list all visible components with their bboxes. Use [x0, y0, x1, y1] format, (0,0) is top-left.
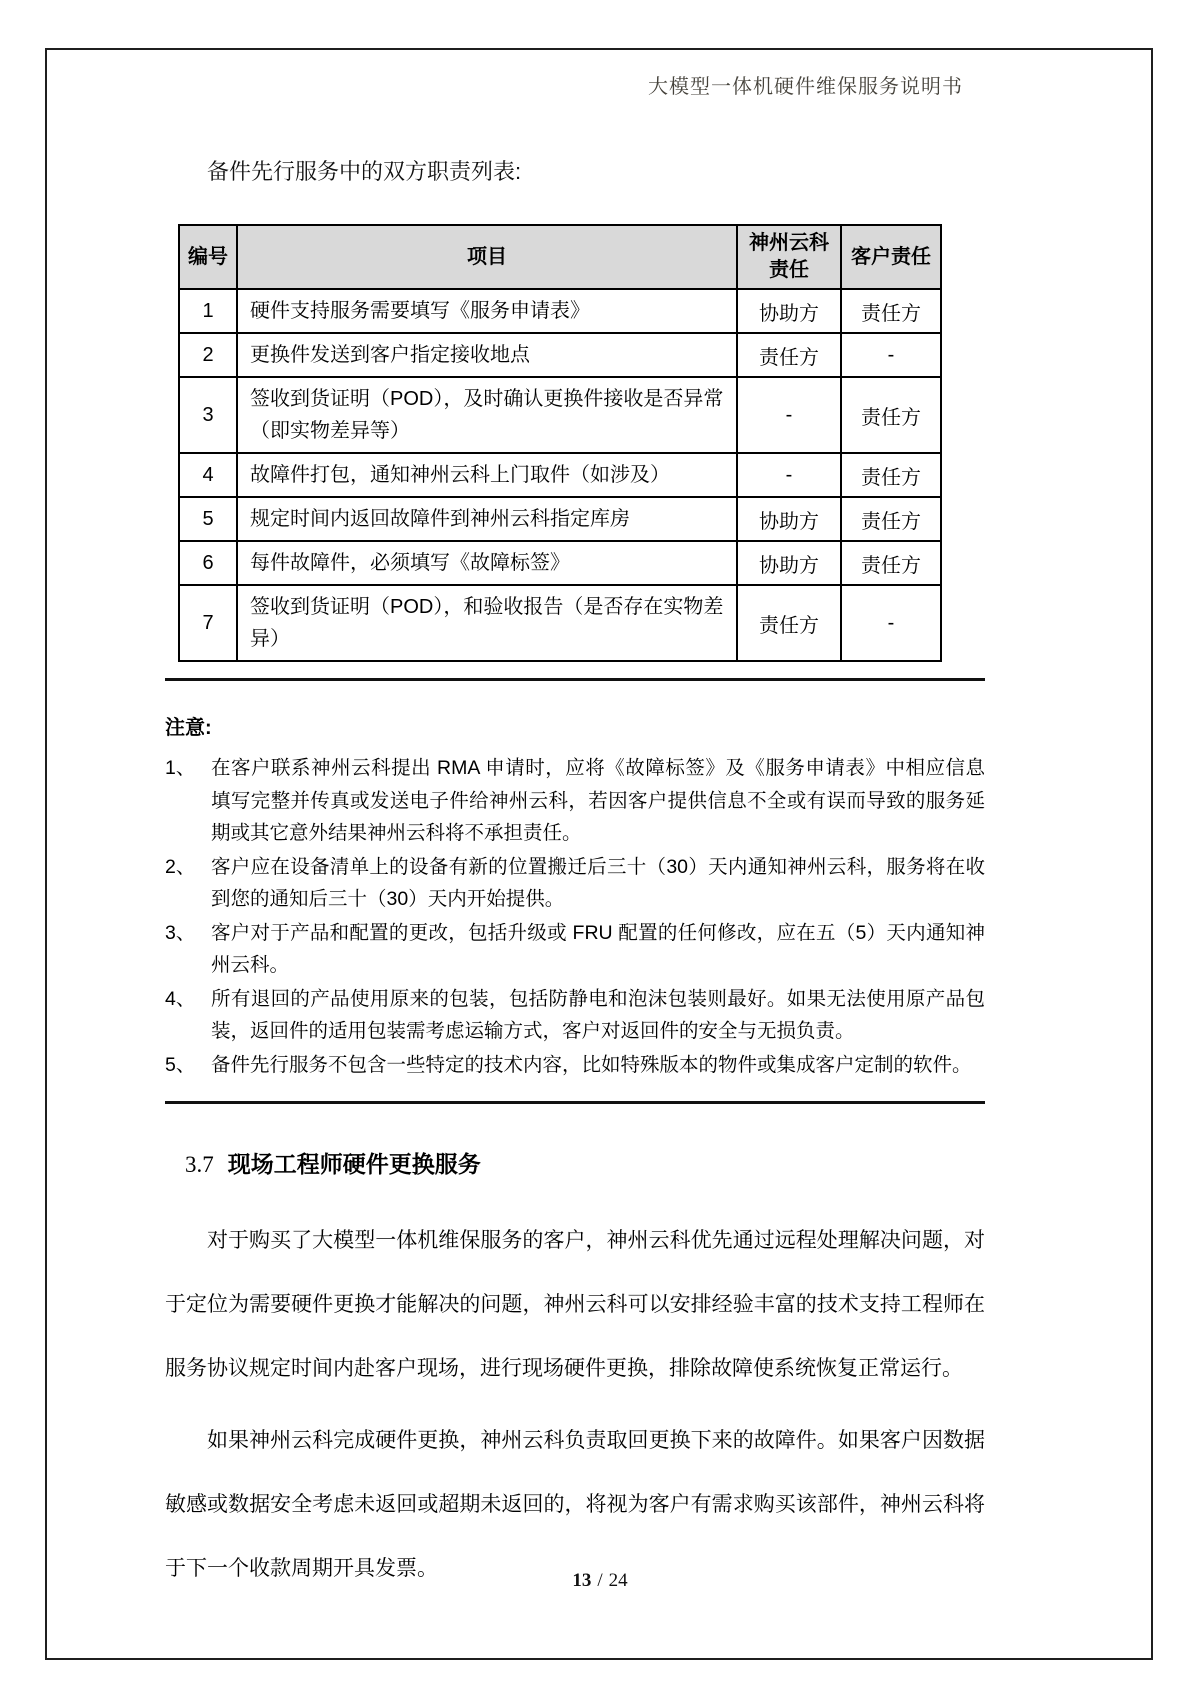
- section-heading: [185, 1146, 985, 1179]
- cell-dck-responsibility: 协助方: [737, 541, 841, 585]
- cell-dck-responsibility: -: [737, 453, 841, 497]
- cell-dck-responsibility: 责任方: [737, 333, 841, 377]
- document-header-title: 大模型一体机硬件维保服务说明书: [648, 76, 963, 98]
- list-item: [165, 917, 985, 982]
- table-row: [179, 377, 941, 453]
- list-item: [165, 1049, 985, 1082]
- table-row: [179, 585, 941, 661]
- table-row: [179, 497, 941, 541]
- header-dck-line1: 神州云科: [749, 232, 829, 254]
- cell-no: 3: [179, 377, 237, 453]
- total-page-count: 24: [608, 1570, 628, 1591]
- body-paragraph: 如果神州云科完成硬件更换，神州云科负责取回更换下来的故障件。如果客户因数据敏感或数据安全考虑未返回或超期未返回的，将视为客户有需求购买该部件，神州云科将于下一个收款周期开具发票。: [165, 1429, 985, 1580]
- list-item: [165, 983, 985, 1048]
- note-text: 备件先行服务不包含一些特定的技术内容，比如特殊版本的物件或集成客户定制的软件。: [211, 1053, 972, 1076]
- cell-no: 2: [179, 333, 237, 377]
- header-cell-no: 编号: [179, 225, 237, 289]
- cell-no: 7: [179, 585, 237, 661]
- cell-dck-responsibility: 责任方: [737, 585, 841, 661]
- note-text: 所有退回的产品使用原来的包装，包括防静电和泡沫包装则最好。如果无法使用原产品包装，返回件的适用包装需考虑运输方式，客户对返回件的安全与无损负责。: [211, 987, 985, 1042]
- cell-no: 5: [179, 497, 237, 541]
- cell-item: 硬件支持服务需要填写《服务申请表》: [237, 289, 737, 333]
- list-item: [165, 752, 985, 850]
- table-header-row: [179, 225, 941, 289]
- table-row: [179, 289, 941, 333]
- cell-customer-responsibility: 责任方: [841, 377, 941, 453]
- table-row: [179, 453, 941, 497]
- cell-customer-responsibility: 责任方: [841, 541, 941, 585]
- header-cell-item: 项目: [237, 225, 737, 289]
- note-number: 5、: [165, 1053, 196, 1076]
- horizontal-rule: [165, 1101, 985, 1104]
- cell-dck-responsibility: 协助方: [737, 497, 841, 541]
- cell-no: 6: [179, 541, 237, 585]
- cell-item: 规定时间内返回故障件到神州云科指定库房: [237, 497, 737, 541]
- note-text: 客户应在设备清单上的设备有新的位置搬迁后三十（30）天内通知神州云科，服务将在收到您的通知后三十（30）天内开始提供。: [211, 855, 985, 910]
- notes-list: [165, 752, 985, 1081]
- section-number: 3.7: [185, 1152, 214, 1177]
- list-item: [165, 851, 985, 916]
- cell-dck-responsibility: -: [737, 377, 841, 453]
- cell-no: 1: [179, 289, 237, 333]
- cell-no: 4: [179, 453, 237, 497]
- note-text: 客户对于产品和配置的更改，包括升级或 FRU 配置的任何修改，应在五（5）天内通知神州云科。: [211, 921, 985, 976]
- notes-label: 注意:: [165, 717, 212, 739]
- cell-dck-responsibility: 协助方: [737, 289, 841, 333]
- page-separator: /: [597, 1570, 603, 1591]
- note-text: 在客户联系神州云科提出 RMA 申请时，应将《故障标签》及《服务申请表》中相应信息填写完整并传真或发送电子件给神州云科，若因客户提供信息不全或有误而导致的服务延期或其它意外结果神州云科将不承担责任。: [211, 757, 985, 844]
- cell-customer-responsibility: 责任方: [841, 497, 941, 541]
- cell-customer-responsibility: -: [841, 585, 941, 661]
- cell-customer-responsibility: -: [841, 333, 941, 377]
- current-page-number: 13: [572, 1570, 592, 1591]
- cell-item: 签收到货证明（POD），和验收报告（是否存在实物差异）: [237, 585, 737, 661]
- header-dck-line2: 责任: [769, 259, 809, 281]
- body-paragraph: 对于购买了大模型一体机维保服务的客户，神州云科优先通过远程处理解决问题，对于定位为需要硬件更换才能解决的问题，神州云科可以安排经验丰富的技术支持工程师在服务协议规定时间内赴客户现场，进行现场硬件更换，排除故障使系统恢复正常运行。: [165, 1229, 985, 1380]
- table-row: [179, 333, 941, 377]
- note-number: 2、: [165, 855, 196, 878]
- cell-item: 更换件发送到客户指定接收地点: [237, 333, 737, 377]
- cell-item: 签收到货证明（POD），及时确认更换件接收是否异常（即实物差异等）: [237, 377, 737, 453]
- note-number: 4、: [165, 987, 196, 1010]
- cell-item: 故障件打包，通知神州云科上门取件（如涉及）: [237, 453, 737, 497]
- page-content: [165, 70, 985, 1601]
- note-number: 3、: [165, 921, 196, 944]
- cell-customer-responsibility: 责任方: [841, 289, 941, 333]
- header-cell-dck-responsibility: [737, 225, 841, 289]
- header-cell-customer-responsibility: 客户责任: [841, 225, 941, 289]
- horizontal-rule: [165, 678, 985, 681]
- responsibility-table: [178, 224, 942, 662]
- cell-customer-responsibility: 责任方: [841, 453, 941, 497]
- table-row: [179, 541, 941, 585]
- table-lead-text: 备件先行服务中的双方职责列表:: [207, 159, 522, 184]
- cell-item: 每件故障件，必须填写《故障标签》: [237, 541, 737, 585]
- section-title: 现场工程师硬件更换服务: [227, 1151, 481, 1177]
- note-number: 1、: [165, 757, 196, 779]
- page-footer: [0, 1570, 1200, 1592]
